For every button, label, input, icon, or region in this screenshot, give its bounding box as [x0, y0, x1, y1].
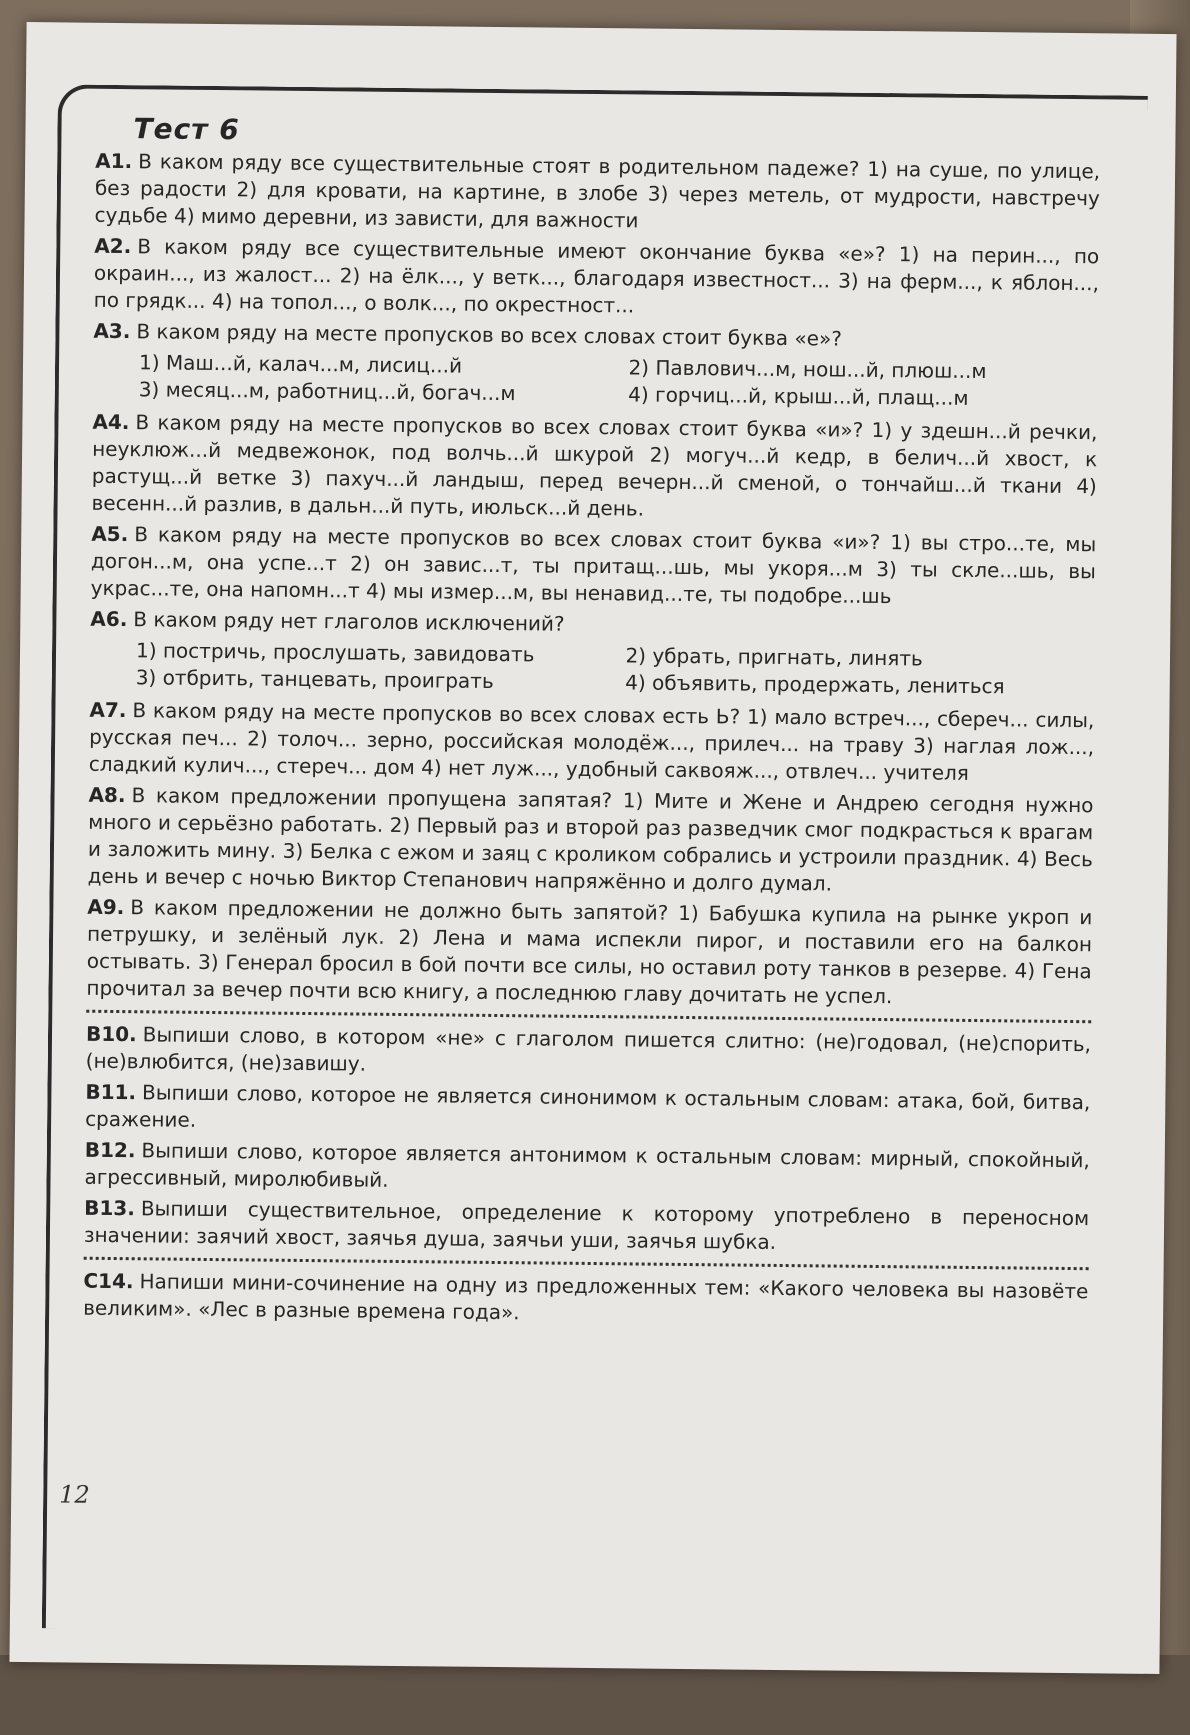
question-a7 [89, 697, 1095, 789]
question-number: А6. [90, 606, 128, 632]
question-number: А8. [88, 782, 126, 808]
question-text: Выпиши слово, которое является антонимом к остальным словам: мирный, спокойный, агрессивный, миролюбивый. [84, 1138, 1090, 1192]
question-number: В11. [85, 1079, 137, 1105]
question-number: С14. [83, 1268, 134, 1294]
question-number: А9. [87, 894, 125, 920]
question-b10 [86, 1021, 1092, 1086]
question-text: В каком ряду на месте пропусков во всех словах стоит буква «е»? [136, 319, 843, 351]
option-2: 2) Павлович...м, нош...й, плюш...м [628, 355, 987, 384]
a6-options [90, 637, 1096, 702]
question-text: В каком ряду на месте пропусков во всех словах стоит буква «и»? 1) вы стро...те, мы догон...м, она успе...т 2) он завис...т, ты притащ...шь, мы укоря...м 3) ты скле...шь, вы украс...те, она напомн...т 4) мы измер...м, вы ненавид...те, ты подобре...шь [90, 522, 1097, 609]
page-title: Тест 6 [133, 112, 240, 147]
section-divider [84, 1257, 1089, 1271]
question-text: В каком ряду на месте пропусков во всех словах стоит буква «и»? 1) у здешн...й речки, неуклюж...й медвежонок, под волчь...й шкурой 2) могуч...й кедр, в белич...й хвост, к растущ...й ветке 3) пахуч...й ландыш, перед вечерн...й сменой, о тончайш...й ткани 4) весенн...й разлив, в дальн...й путь, июльск...й день. [91, 410, 1098, 521]
question-number: В10. [85, 1021, 137, 1047]
section-divider [86, 1010, 1091, 1024]
test-content [83, 112, 1101, 1336]
question-number: А5. [91, 521, 129, 547]
question-text: В каком ряду все существительные имеют окончание буква «е»? 1) на перин..., по окраин..., из жалост... 2) на ёлк..., у ветк..., благодаря известност... 3) на ферм..., к яблон..., по грядк... 4) на топол..., о волк..., по окрестност... [93, 234, 1100, 318]
question-number: А2. [94, 233, 132, 259]
question-number: В12. [84, 1137, 136, 1163]
question-a4 [91, 409, 1097, 528]
question-a8 [88, 782, 1094, 901]
question-b12 [84, 1137, 1090, 1202]
question-text: В каком предложении не должно быть запятой? 1) Бабушка купила на рынке укроп и петрушку, и зелёный лук. 2) Лена и мама испекли пирог, и поставили его на балкон остывать. 3) Генерал бросил в бой почти все силы, но оставил роту танков в резерве. 4) Гена прочитал за вечер почти всю книгу, а последнюю главу дочитать не успел. [86, 895, 1093, 1009]
question-number: А4. [92, 409, 130, 435]
option-3: 3) месяц...м, работниц...й, богач...м [138, 377, 516, 406]
question-a1 [94, 148, 1100, 240]
question-text: В каком ряду нет глаголов исключений? [133, 607, 565, 636]
question-text: Выпиши слово, в котором «не» с глаголом пишется слитно: (не)годовал, (не)спорить, (не)влюбится, (не)завишу. [85, 1022, 1092, 1076]
question-b11 [85, 1079, 1091, 1144]
question-number: В13. [84, 1195, 136, 1221]
a3-options [93, 349, 1099, 414]
question-text: Выпиши существительное, определение к которому употреблено в переносном значении: заячий хвост, заячья душа, заячьи уши, заячья шубка. [83, 1196, 1090, 1254]
question-number: А7. [89, 697, 127, 723]
question-text: Выпиши слово, которое не является синонимом к остальным словам: атака, бой, битва, сражение. [85, 1080, 1091, 1132]
question-text: В каком ряду на месте пропусков во всех словах есть Ь? 1) мало встреч..., сбереч... силы, русская печ... 2) толоч... зерно, российская молодёж..., прилеч... на траву 3) наглая лож..., сладкий кулич..., стереч... дом 4) нет луж..., удобный саквояж..., отвлеч... учителя [88, 698, 1095, 785]
option-1: 1) Маш...й, калач...м, лисиц...й [138, 350, 463, 378]
question-number: А3. [93, 318, 131, 344]
question-a5 [91, 521, 1097, 613]
question-b13 [84, 1195, 1090, 1260]
question-number: А1. [95, 148, 133, 174]
option-4: 4) горчиц...й, крыш...й, плащ...м [628, 382, 969, 410]
question-text: В каком предложении пропущена запятая? 1) Мите и Жене и Андрею сегодня нужно много и серьёзно работать. 2) Первый раз и второй раз разведчик смог подкрасться к врагам и заложить мину. 3) Белка с ежом и заяц с кроликом собрались и устроили праздник. 4) Весь день и вечер с ночью Виктор Степанович напряжённо и долго думал. [87, 783, 1094, 896]
question-a2 [94, 233, 1100, 325]
page-number: 12 [59, 1480, 90, 1509]
question-c14 [83, 1268, 1089, 1333]
option-4: 4) объявить, продержать, лениться [625, 670, 1005, 699]
paper-sheet [9, 22, 1176, 1674]
question-a9 [86, 894, 1092, 1013]
question-text: В каком ряду все существительные стоят в родительном падеже? 1) на суше, по улице, без радости 2) для кровати, на картине, в злобе 3) через метель, от мудрости, навстречу судьбе 4) мимо деревни, из зависти, для важности [94, 149, 1101, 233]
option-1: 1) постричь, прослушать, завидовать [135, 638, 535, 667]
option-2: 2) убрать, пригнать, линять [625, 643, 923, 671]
option-3: 3) отбрить, танцевать, проиграть [135, 665, 494, 693]
question-text: Напиши мини-сочинение на одну из предложенных тем: «Какого человека вы назовёте великим». «Лес в разные времена года». [83, 1269, 1089, 1325]
